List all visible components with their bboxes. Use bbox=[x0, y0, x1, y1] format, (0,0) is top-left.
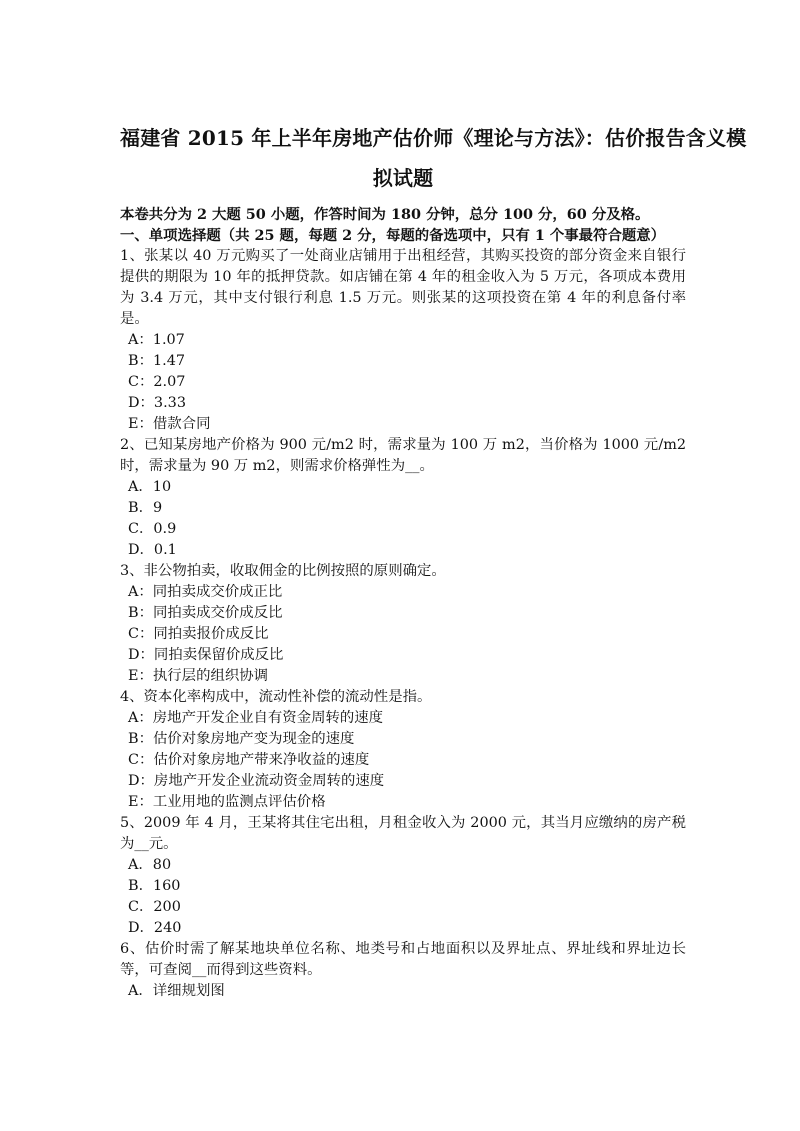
question-stem: 2、已知某房地产价格为 900 元/m2 时，需求量为 100 万 m2，当价格为 1000 元/m2 时，需求量为 90 万 m2，则需求价格弹性为__。 bbox=[120, 437, 686, 474]
answer-option-a: A．10 bbox=[128, 479, 172, 495]
document-title bbox=[120, 118, 747, 198]
answer-option-a: A：同拍卖成交价成正比 bbox=[128, 584, 283, 600]
question-stem: 5、2009 年 4 月，王某将其住宅出租，月租金收入为 2000 元，其当月应缴纳的房产税为__元。 bbox=[120, 815, 686, 852]
document-content bbox=[120, 118, 747, 1002]
answer-option-a: A．80 bbox=[128, 857, 172, 873]
question-list bbox=[120, 246, 686, 1002]
answer-option-d: D．0.1 bbox=[128, 542, 177, 558]
answer-option-b: B：同拍卖成交价成反比 bbox=[128, 605, 283, 621]
exam-intro: 本卷共分为 2 大题 50 小题，作答时间为 180 分钟，总分 100 分，60 分及格。 bbox=[120, 206, 650, 223]
question-6 bbox=[120, 939, 686, 1002]
question-stem: 6、估价时需了解某地块单位名称、地类号和占地面积以及界址点、界址线和界址边长等，可查阅__而得到这些资料。 bbox=[120, 941, 686, 978]
question-4 bbox=[120, 687, 686, 813]
section-heading-single-choice: 一、单项选择题（共 25 题，每题 2 分，每题的备选项中，只有 1 个事最符合题意） bbox=[120, 227, 666, 244]
answer-option-c: C：估价对象房地产带来净收益的速度 bbox=[128, 752, 370, 768]
question-stem: 4、资本化率构成中，流动性补偿的流动性是指。 bbox=[120, 689, 432, 705]
question-2 bbox=[120, 435, 686, 561]
answer-option-d: D：3.33 bbox=[128, 395, 186, 411]
answer-options bbox=[120, 330, 686, 435]
answer-option-a: A：1.07 bbox=[128, 332, 185, 348]
answer-option-d: D：同拍卖保留价成反比 bbox=[128, 647, 284, 663]
answer-options bbox=[120, 477, 686, 561]
answer-option-a: A．详细规划图 bbox=[128, 983, 225, 999]
answer-option-e: E：借款合同 bbox=[128, 416, 211, 432]
question-stem: 1、张某以 40 万元购买了一处商业店铺用于出租经营，其购买投资的部分资金来自银行提供的期限为 10 年的抵押贷款。如店铺在第 4 年的租金收入为 5 万元，各项成本费用为 3.4 万元，其中支付银行利息 1.5 万元。则张某的这项投资在第 4 年的利息备付率是。 bbox=[120, 248, 686, 327]
answer-option-b: B：估价对象房地产变为现金的速度 bbox=[128, 731, 355, 747]
answer-option-c: C：2.07 bbox=[128, 374, 186, 390]
answer-options bbox=[120, 855, 686, 939]
answer-option-d: D：房地产开发企业流动资金周转的速度 bbox=[128, 773, 385, 789]
answer-options bbox=[120, 582, 686, 687]
question-1 bbox=[120, 246, 686, 435]
answer-option-b: B．160 bbox=[128, 878, 181, 894]
answer-option-c: C．200 bbox=[128, 899, 181, 915]
answer-option-b: B：1.47 bbox=[128, 353, 186, 369]
answer-option-a: A：房地产开发企业自有资金周转的速度 bbox=[128, 710, 384, 726]
answer-option-e: E：执行层的组织协调 bbox=[128, 668, 269, 684]
title-line-2: 拟试题 bbox=[372, 166, 434, 190]
answer-option-d: D．240 bbox=[128, 920, 182, 936]
answer-options bbox=[120, 708, 686, 813]
answer-option-c: C．0.9 bbox=[128, 521, 177, 537]
question-3 bbox=[120, 561, 686, 687]
answer-options bbox=[120, 981, 686, 1002]
answer-option-c: C：同拍卖报价成反比 bbox=[128, 626, 269, 642]
question-5 bbox=[120, 813, 686, 939]
answer-option-b: B．9 bbox=[128, 500, 163, 516]
question-stem: 3、非公物拍卖，收取佣金的比例按照的原则确定。 bbox=[120, 563, 446, 579]
title-line-1: 福建省 2015 年上半年房地产估价师《理论与方法》：估价报告含义模 bbox=[120, 126, 747, 150]
answer-option-e: E：工业用地的监测点评估价格 bbox=[128, 794, 326, 810]
